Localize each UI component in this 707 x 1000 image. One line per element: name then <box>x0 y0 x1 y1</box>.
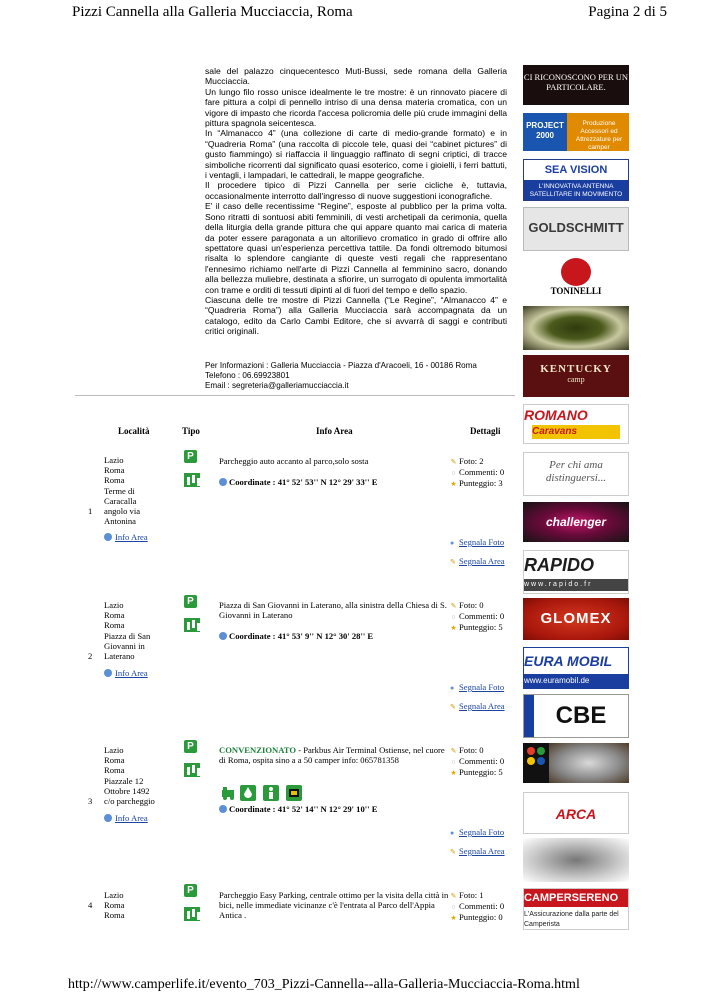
punteggio-label: Punteggio: 3 <box>459 478 503 489</box>
segnala-area-label: Segnala Area <box>459 556 505 566</box>
ad-banner[interactable] <box>523 888 629 930</box>
foto-count <box>450 890 520 901</box>
ad-text: CI RICONOSCONO PER UN PARTICOLARE. <box>523 72 629 92</box>
commenti-label: Commenti: 0 <box>459 467 505 478</box>
coordinates-text: Coordinate : 41° 52' 14'' N 12° 29' 10'' E <box>229 804 378 814</box>
row-3-coordinates <box>219 804 377 814</box>
comment-icon: ○ <box>451 469 456 478</box>
toilet-icon <box>263 785 279 801</box>
ad-text: PROJECT 2000 <box>526 121 564 140</box>
ad-banner[interactable] <box>523 452 629 496</box>
description-text: - Parkbus Air Terminal Ostiense, nel cuore di Roma, ospita sino a a 50 camper info: 065781358 <box>219 745 445 766</box>
foto-label: Foto: 2 <box>459 456 484 466</box>
toninelli-logo-icon <box>561 258 591 286</box>
location-line: Roma <box>104 900 125 911</box>
info-icon <box>104 669 112 677</box>
camera-icon: ● <box>450 829 455 837</box>
foto-label: Foto: 1 <box>459 890 484 900</box>
ad-banner[interactable] <box>523 647 629 689</box>
info-area-link[interactable] <box>104 532 148 542</box>
contact-info <box>205 361 507 392</box>
ad-tagline <box>524 180 628 201</box>
row-1-location <box>104 455 174 526</box>
commenti-count <box>450 901 520 912</box>
pencil-icon: ✎ <box>450 458 457 466</box>
commenti-label: Commenti: 0 <box>459 756 505 767</box>
location-line: Caracalla <box>104 495 137 506</box>
location-line: Piazza di San <box>104 630 151 641</box>
description-text: Parcheggio auto accanto al parco,solo sosta <box>219 456 369 466</box>
punteggio-count <box>450 912 520 923</box>
ad-banner[interactable] <box>523 404 629 444</box>
star-icon: ★ <box>450 480 457 489</box>
ad-text: L'Assicurazione dalla parte del Camperista <box>524 911 619 928</box>
ad-banner[interactable] <box>523 502 629 542</box>
camera-icon: ● <box>450 684 455 692</box>
segnala-area-label: Segnala Area <box>459 701 505 711</box>
ad-logo-icon <box>523 743 549 783</box>
article-paragraph: E' il caso delle recentissime “Regine”, esposte al pubblico per la prima volta. Sono ritratti di sontuosi abiti femminili, di vesti archetipali da cerimonia, quella della liturgia della grande pittura che qui appare quanto mai carica di materia da poter essere paragonata a un altorilievo cromatico in grado di offrire allo spettatore quasi un'esperienza percettiva tattile. Da fondi oltremodo bitumosi risalta lo splendore cangiante di queste vesti regali che rappresentano l'ennesimo richiamo nell'arte di Pizzi Cannella al femminino sacro, donando alla bellezza muliebre, destinata a sfiorire, un surrogato di opulenta immortalità con trame e orditi di tessuti dipinti al di fuori del tempo e dello spazio. <box>205 201 507 295</box>
ad-text: CAMPERSERENO <box>524 889 628 907</box>
article-paragraph: sale del palazzo cinquecentesco Muti-Bussi, sede romana della Galleria Mucciaccia. <box>205 66 507 87</box>
location-line: Lazio <box>104 890 124 900</box>
coordinates-text: Coordinate : 41° 52' 53'' N 12° 29' 33'' E <box>229 477 378 487</box>
article-paragraph: Ciascuna delle tre mostre di Pizzi Cannella (“Le Regine”, “Almanacco 4” e “Quadreria Roma”) alla Galleria Mucciaccia sarà accompagnata da un catalogo, edito da Carlo Cambi Editore, che si avvarrà di saggi e contributi critici originali. <box>205 294 507 337</box>
commenti-count <box>450 756 520 767</box>
ad-text: KENTUCKY <box>540 363 612 375</box>
ad-banner[interactable] <box>523 258 629 302</box>
info-area-link[interactable] <box>104 668 148 678</box>
info-area-link-label: Info Area <box>115 532 148 542</box>
location-line: c/o parcheggio <box>104 796 155 807</box>
area-type-icon <box>184 763 200 777</box>
globe-icon <box>219 632 227 640</box>
location-line: Roma <box>104 910 125 921</box>
punteggio-label: Punteggio: 5 <box>459 622 503 633</box>
print-header-title: Pizzi Cannella alla Galleria Mucciaccia, Roma <box>72 4 353 20</box>
segnala-foto-link[interactable] <box>450 682 504 692</box>
row-3-description <box>219 745 449 765</box>
ad-text: camp <box>567 375 585 384</box>
pencil-icon: ✎ <box>450 602 457 610</box>
header-info-area: Info Area <box>316 426 353 436</box>
location-line: Antonina <box>104 516 136 527</box>
pencil-icon: ✎ <box>450 848 456 856</box>
info-area-link[interactable] <box>104 813 148 823</box>
segnala-foto-label: Segnala Foto <box>459 827 505 837</box>
location-line: Piazzale 12 <box>104 775 144 786</box>
description-text: Piazza di San Giovanni in Laterano, alla sinistra della Chiesa di S. Giovanni in Laterano <box>219 600 447 621</box>
camera-icon: ● <box>450 539 455 547</box>
segnala-area-label: Segnala Area <box>459 846 505 856</box>
comment-icon: ○ <box>451 903 456 912</box>
foto-count <box>450 745 520 756</box>
ad-steering-wheel-image[interactable] <box>523 838 629 882</box>
location-line: Lazio <box>104 600 124 610</box>
header-localita: Località <box>118 426 150 436</box>
article-paragraph: Il procedere tipico di Pizzi Cannella per serie cicliche è, tuttavia, occasionalmente interrotto dall'ingresso di nuove suggestioni iconografiche. <box>205 180 507 201</box>
row-2-location <box>104 600 174 661</box>
segnala-foto-link[interactable] <box>450 827 504 837</box>
ad-stripe <box>524 694 534 738</box>
ad-text: Caravans <box>532 425 620 439</box>
parking-icon: P <box>184 884 197 897</box>
contact-address: Per Informazioni : Galleria Mucciaccia - Piazza d'Aracoeli, 16 - 00186 Roma <box>205 361 477 370</box>
ad-text: SEA VISION <box>544 164 608 176</box>
commenti-label: Commenti: 0 <box>459 611 505 622</box>
ad-text: GOLDSCHMITT <box>528 220 624 235</box>
row-2-description <box>219 600 449 620</box>
area-type-icon <box>184 473 200 487</box>
star-icon: ★ <box>450 624 457 633</box>
row-2-coordinates <box>219 631 373 641</box>
info-icon <box>104 814 112 822</box>
header-dettagli: Dettagli <box>470 426 501 436</box>
comment-icon: ○ <box>451 613 456 622</box>
star-icon: ★ <box>450 769 457 778</box>
location-line: Laterano <box>104 651 135 662</box>
header-tipo: Tipo <box>182 426 200 436</box>
ad-text: www.euramobil.de <box>524 674 628 688</box>
location-line: Roma <box>104 610 125 621</box>
row-1-description <box>219 456 449 466</box>
punteggio-count <box>450 767 520 778</box>
ad-logo <box>523 113 567 151</box>
camper-service-icon <box>221 785 237 801</box>
row-number: 3 <box>88 796 93 806</box>
convenzionato-badge: CONVENZIONATO <box>219 745 297 755</box>
ad-text: CBE <box>555 702 607 729</box>
ad-banner[interactable] <box>523 550 629 594</box>
punteggio-count <box>450 478 520 489</box>
ad-eye-image[interactable] <box>523 306 629 350</box>
segnala-foto-label: Segnala Foto <box>459 537 505 547</box>
row-1-coordinates <box>219 477 377 487</box>
info-area-link-label: Info Area <box>115 813 148 823</box>
row-3-location <box>104 745 174 806</box>
section-divider <box>75 395 515 396</box>
segnala-area-link[interactable] <box>450 701 505 711</box>
foto-label: Foto: 0 <box>459 600 484 610</box>
ad-text: Produzione Accessori ed Attrezzature per camper <box>575 120 623 151</box>
location-line: Terme di <box>104 485 135 496</box>
product-image <box>549 743 629 783</box>
pencil-icon: ✎ <box>450 892 457 900</box>
location-line: Ottobre 1492 <box>104 785 150 796</box>
ad-text: ROMANO <box>524 407 588 423</box>
ad-banner[interactable] <box>523 113 629 151</box>
ad-text: www.rapido.fr <box>524 579 628 591</box>
row-3-details <box>450 745 520 779</box>
location-line: Roma <box>104 465 125 476</box>
electricity-icon <box>286 785 302 801</box>
water-icon <box>240 785 256 801</box>
foto-count <box>450 600 520 611</box>
row-2-details <box>450 600 520 634</box>
segnala-foto-link[interactable] <box>450 537 504 547</box>
print-header-page: Pagina 2 di 5 <box>588 4 667 20</box>
pencil-icon: ✎ <box>450 747 457 755</box>
punteggio-label: Punteggio: 0 <box>459 912 503 923</box>
ad-text: Per chi ama distinguersi... <box>545 459 607 484</box>
ad-banner[interactable] <box>523 792 629 834</box>
ad-banner[interactable] <box>523 598 629 640</box>
segnala-area-link[interactable] <box>450 846 505 856</box>
location-line: Lazio <box>104 745 124 755</box>
ad-banner[interactable] <box>523 207 629 251</box>
pencil-icon: ✎ <box>450 703 456 711</box>
row-4-details <box>450 890 520 924</box>
ad-text: EURA MOBIL <box>524 648 628 674</box>
location-line: Roma <box>104 765 125 776</box>
location-line: Lazio <box>104 455 124 465</box>
ad-text: ARCA <box>555 806 597 822</box>
ad-logo <box>524 160 628 180</box>
foto-count <box>450 456 520 467</box>
area-type-icon <box>184 618 200 632</box>
ad-text: GLOMEX <box>540 610 612 627</box>
ad-text: L'INNOVATIVA ANTENNA SATELLITARE IN MOVIMENTO <box>529 183 623 198</box>
globe-icon <box>219 478 227 486</box>
ad-banner[interactable] <box>523 159 629 201</box>
segnala-foto-label: Segnala Foto <box>459 682 505 692</box>
article-body <box>205 66 507 337</box>
pencil-icon: ✎ <box>450 558 456 566</box>
info-area-link-label: Info Area <box>115 668 148 678</box>
row-number: 2 <box>88 651 93 661</box>
description-text: Parcheggio Easy Parking, centrale ottimo per la visita della città in bici, nelle immediate vicinanze c'è l'entrata al Parco dell'Appia Antica . <box>219 890 449 921</box>
parking-icon: P <box>184 450 197 463</box>
row-4-description <box>219 890 449 921</box>
ad-banner[interactable] <box>523 694 629 738</box>
location-line: Roma <box>104 755 125 766</box>
ad-banner[interactable] <box>523 743 629 783</box>
contact-email: Email : segreteria@galleriamucciaccia.it <box>205 381 349 391</box>
print-footer-url: http://www.camperlife.it/evento_703_Pizzi-Cannella--alla-Galleria-Mucciaccia-Roma.html <box>68 977 580 992</box>
commenti-count <box>450 611 520 622</box>
row-1-details <box>450 456 520 490</box>
article-paragraph: Un lungo filo rosso unisce idealmente le tre mostre: è un rinnovato piacere di fare pittura a colpi di pennello intriso di una densa materia cromatica, con un vigore di impasto che ricorda l'accesa policromia delle più crude immagini della pittura spagnola seicentesca. <box>205 86 507 129</box>
ad-text: TONINELLI <box>550 286 602 296</box>
location-line: Roma <box>104 475 125 486</box>
row-number: 1 <box>88 506 93 516</box>
parking-icon: P <box>184 740 197 753</box>
area-type-icon <box>184 907 200 921</box>
location-line: Giovanni in <box>104 640 145 651</box>
segnala-area-link[interactable] <box>450 556 505 566</box>
punteggio-label: Punteggio: 5 <box>459 767 503 778</box>
comment-icon: ○ <box>451 758 456 767</box>
row-number: 4 <box>88 900 93 910</box>
globe-icon <box>219 805 227 813</box>
location-line: Roma <box>104 620 125 631</box>
parking-icon: P <box>184 595 197 608</box>
location-line: angolo via <box>104 506 141 517</box>
coordinates-text: Coordinate : 41° 53' 9'' N 12° 30' 28'' E <box>229 631 374 641</box>
row-4-location <box>104 890 174 921</box>
info-icon <box>104 533 112 541</box>
article-paragraph: In “Almanacco 4” (una collezione di carte di medio-grande formato) e in “Quadreria Roma” (una raccolta di piccole tele, quasi dei “cabinet pictures” di gusto fiammingo) si riaffaccia il linguaggio raffinato di segni criptici, di tracce simboliche ricorrenti dal significato quasi esoterico, come i gioielli, i ferri battuti, i ventagli, i lampadari, le cattedrali, le mappe geografiche. <box>205 128 507 181</box>
commenti-count <box>450 467 520 478</box>
star-icon: ★ <box>450 914 457 923</box>
ad-banner[interactable] <box>523 355 629 397</box>
ad-text: RAPIDO <box>524 555 595 575</box>
foto-label: Foto: 0 <box>459 745 484 755</box>
ad-text: challenger <box>545 515 607 529</box>
punteggio-count <box>450 622 520 633</box>
ad-tagline <box>567 113 629 151</box>
commenti-label: Commenti: 0 <box>459 901 505 912</box>
ad-banner[interactable] <box>523 65 629 105</box>
contact-phone: Telefono : 06.69923801 <box>205 371 290 381</box>
